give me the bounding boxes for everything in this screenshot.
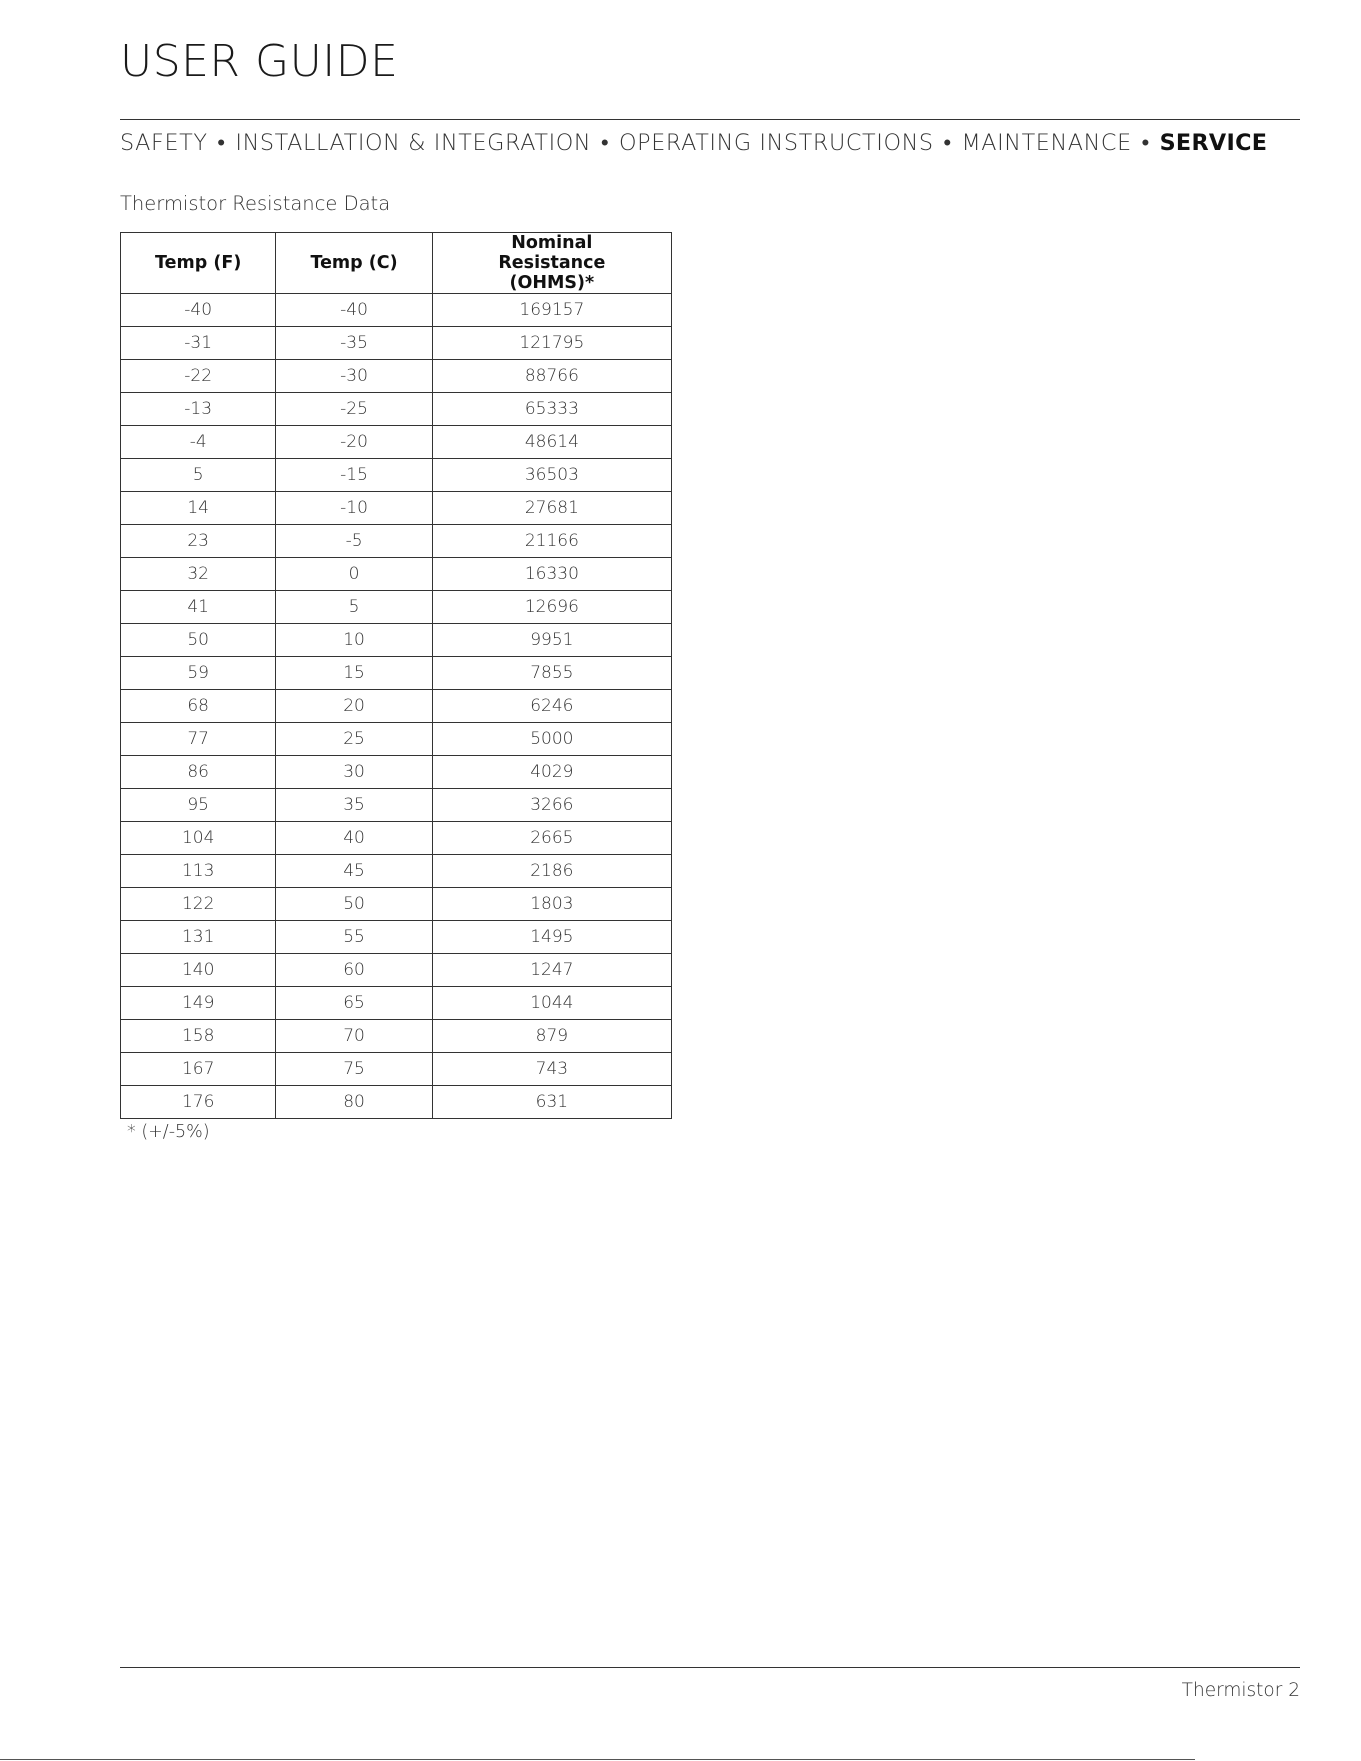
cell-temp-f: 95 [121, 789, 276, 822]
cell-resistance: 121795 [432, 327, 671, 360]
table-row [121, 591, 672, 624]
cell-resistance: 6246 [432, 690, 671, 723]
cell-temp-c: 40 [276, 822, 432, 855]
cell-temp-c: 60 [276, 954, 432, 987]
table-caption: Thermistor Resistance Data [120, 192, 391, 215]
table-row [121, 1086, 672, 1119]
cell-temp-c: 0 [276, 558, 432, 591]
cell-resistance: 2665 [432, 822, 671, 855]
cell-resistance: 9951 [432, 624, 671, 657]
table-row [121, 888, 672, 921]
cell-resistance: 21166 [432, 525, 671, 558]
table-row [121, 723, 672, 756]
table-row [121, 1053, 672, 1086]
cell-temp-c: 65 [276, 987, 432, 1020]
cell-temp-f: -31 [121, 327, 276, 360]
table-row [121, 426, 672, 459]
cell-temp-c: -30 [276, 360, 432, 393]
cell-temp-c: 5 [276, 591, 432, 624]
section-operating-instructions: OPERATING INSTRUCTIONS [619, 130, 934, 156]
cell-temp-f: -13 [121, 393, 276, 426]
cell-temp-f: 32 [121, 558, 276, 591]
table-row [121, 360, 672, 393]
cell-temp-f: -22 [121, 360, 276, 393]
header-temp-f: Temp (F) [121, 233, 276, 294]
thermistor-resistance-table [120, 232, 672, 1119]
cell-temp-f: 122 [121, 888, 276, 921]
cell-resistance: 1044 [432, 987, 671, 1020]
cell-resistance: 3266 [432, 789, 671, 822]
table-row [121, 459, 672, 492]
cell-temp-c: 75 [276, 1053, 432, 1086]
table-row [121, 558, 672, 591]
section-safety: SAFETY [120, 130, 208, 156]
cell-temp-f: 5 [121, 459, 276, 492]
cell-temp-c: 45 [276, 855, 432, 888]
cell-resistance: 36503 [432, 459, 671, 492]
table-row [121, 525, 672, 558]
cell-resistance: 4029 [432, 756, 671, 789]
cell-temp-c: 15 [276, 657, 432, 690]
cell-resistance: 48614 [432, 426, 671, 459]
table-footnote: * (+/-5%) [127, 1122, 210, 1142]
table-row [121, 789, 672, 822]
cell-resistance: 879 [432, 1020, 671, 1053]
cell-temp-f: 167 [121, 1053, 276, 1086]
cell-temp-f: 131 [121, 921, 276, 954]
table-row [121, 954, 672, 987]
cell-temp-c: -35 [276, 327, 432, 360]
table-row [121, 624, 672, 657]
cell-temp-f: 41 [121, 591, 276, 624]
cell-resistance: 743 [432, 1053, 671, 1086]
cell-temp-c: 30 [276, 756, 432, 789]
header-divider [120, 119, 1300, 120]
cell-resistance: 2186 [432, 855, 671, 888]
cell-temp-c: 10 [276, 624, 432, 657]
cell-temp-f: 77 [121, 723, 276, 756]
section-separator: • [600, 130, 610, 156]
cell-resistance: 12696 [432, 591, 671, 624]
header-nominal-resistance [432, 233, 671, 294]
cell-temp-f: -40 [121, 294, 276, 327]
cell-temp-f: 104 [121, 822, 276, 855]
cell-temp-c: -5 [276, 525, 432, 558]
table-row [121, 855, 672, 888]
cell-temp-c: -40 [276, 294, 432, 327]
table-row [121, 756, 672, 789]
cell-temp-c: -10 [276, 492, 432, 525]
cell-temp-f: 149 [121, 987, 276, 1020]
header-nominal-resistance-text: Nominal Resistance (OHMS)* [498, 233, 606, 293]
cell-resistance: 7855 [432, 657, 671, 690]
cell-temp-c: -15 [276, 459, 432, 492]
cell-temp-f: 23 [121, 525, 276, 558]
cell-temp-f: 158 [121, 1020, 276, 1053]
table-row [121, 294, 672, 327]
cell-resistance: 1247 [432, 954, 671, 987]
table-row [121, 690, 672, 723]
cell-temp-f: -4 [121, 426, 276, 459]
cell-resistance: 169157 [432, 294, 671, 327]
cell-temp-f: 68 [121, 690, 276, 723]
table-row [121, 822, 672, 855]
table-body [121, 294, 672, 1119]
cell-resistance: 1803 [432, 888, 671, 921]
cell-temp-f: 140 [121, 954, 276, 987]
cell-temp-f: 176 [121, 1086, 276, 1119]
cell-resistance: 65333 [432, 393, 671, 426]
table-row [121, 921, 672, 954]
cell-temp-c: 50 [276, 888, 432, 921]
cell-temp-c: 80 [276, 1086, 432, 1119]
section-installation-integration: INSTALLATION & INTEGRATION [235, 130, 592, 156]
section-maintenance: MAINTENANCE [961, 130, 1132, 156]
document-title: USER GUIDE [120, 36, 399, 87]
page-edge-line [0, 1759, 1195, 1760]
table-row [121, 987, 672, 1020]
cell-resistance: 88766 [432, 360, 671, 393]
cell-temp-c: -20 [276, 426, 432, 459]
cell-temp-c: 20 [276, 690, 432, 723]
footer-divider [120, 1667, 1300, 1668]
section-separator: • [1141, 130, 1150, 156]
cell-temp-c: 55 [276, 921, 432, 954]
section-separator: • [943, 130, 952, 156]
cell-resistance: 631 [432, 1086, 671, 1119]
cell-temp-c: 25 [276, 723, 432, 756]
table-row [121, 657, 672, 690]
cell-resistance: 5000 [432, 723, 671, 756]
cell-temp-c: 70 [276, 1020, 432, 1053]
header-temp-c: Temp (C) [276, 233, 432, 294]
cell-temp-f: 113 [121, 855, 276, 888]
cell-temp-c: -25 [276, 393, 432, 426]
cell-resistance: 27681 [432, 492, 671, 525]
cell-temp-f: 50 [121, 624, 276, 657]
section-separator: • [217, 130, 226, 156]
cell-resistance: 16330 [432, 558, 671, 591]
table-row [121, 327, 672, 360]
cell-temp-f: 14 [121, 492, 276, 525]
cell-temp-f: 86 [121, 756, 276, 789]
section-breadcrumb [120, 128, 1300, 158]
table-row [121, 1020, 672, 1053]
cell-temp-c: 35 [276, 789, 432, 822]
table-header-row [121, 233, 672, 294]
cell-temp-f: 59 [121, 657, 276, 690]
page-footer-label: Thermistor 2 [1181, 1680, 1300, 1701]
table-row [121, 393, 672, 426]
cell-resistance: 1495 [432, 921, 671, 954]
table-row [121, 492, 672, 525]
section-service-active: SERVICE [1159, 130, 1268, 156]
